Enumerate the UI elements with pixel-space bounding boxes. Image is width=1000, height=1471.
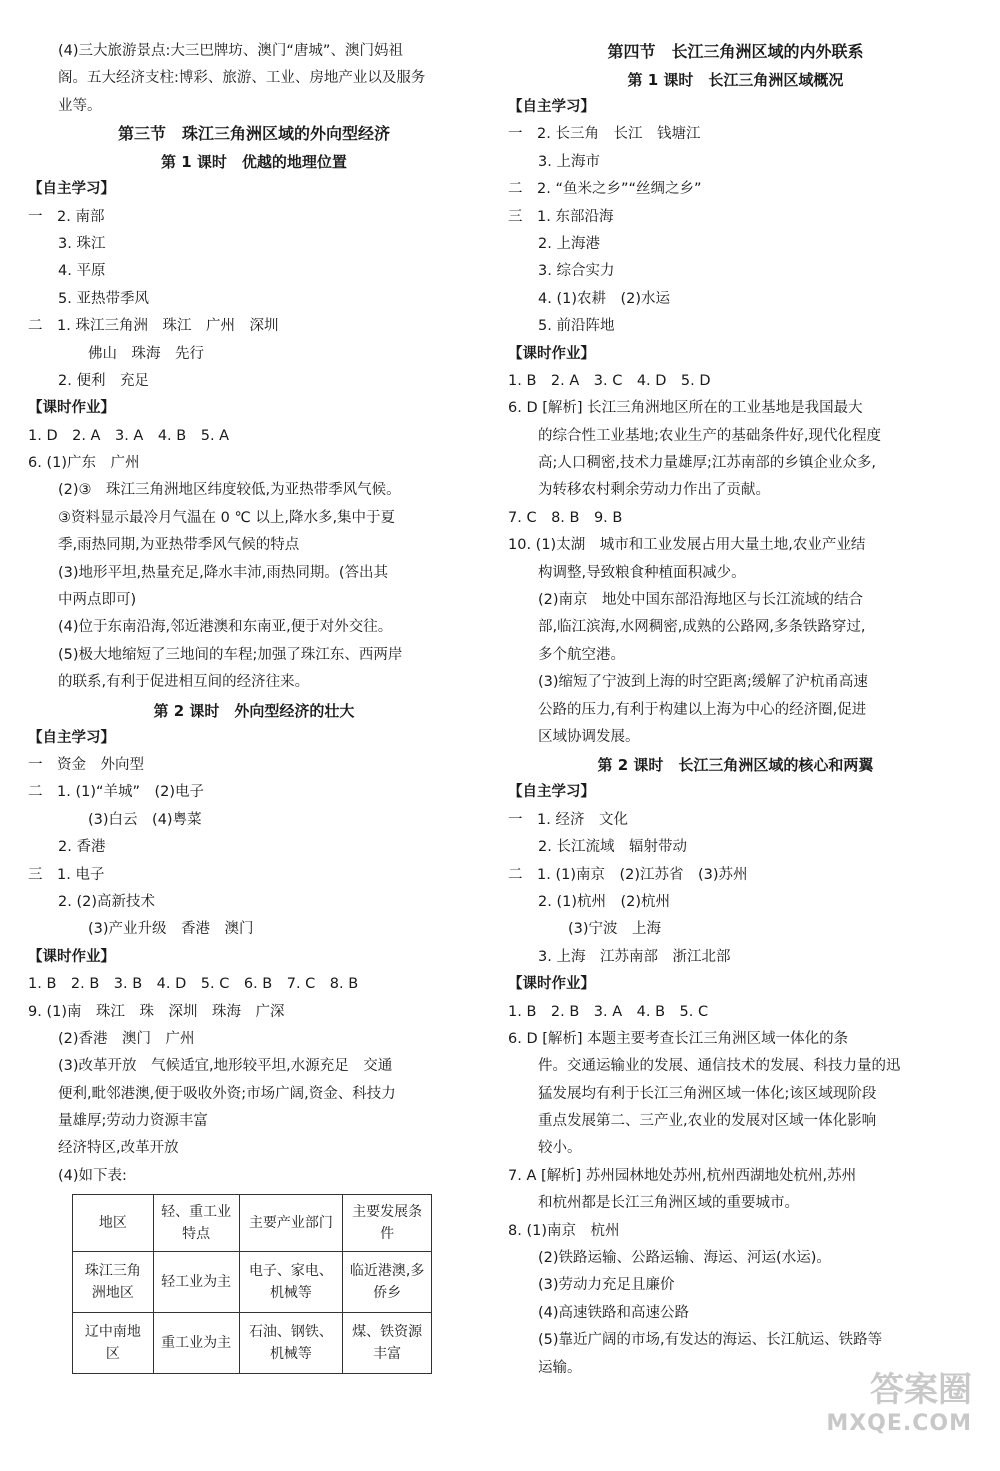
table-cell: 临近港澳,多侨乡 — [343, 1252, 432, 1313]
answer-line: 构调整,导致粮食种植面积减少。 — [538, 564, 746, 581]
answer-line: (4)如下表: — [58, 1167, 127, 1184]
answer-line: 2. 上海港 — [538, 235, 600, 252]
answer-line: (4)高速铁路和高速公路 — [538, 1304, 690, 1321]
block-label: 【课时作业】 — [28, 400, 115, 417]
block-label: 【自主学习】 — [28, 729, 115, 746]
answer-line: (4)位于东南沿海,邻近港澳和东南亚,便于对外交往。 — [58, 619, 393, 636]
answer-line: 3. 珠江 — [58, 235, 106, 252]
watermark-url: MXQE.COM — [826, 1411, 972, 1436]
answer-line: 三 1. 东部沿海 — [508, 208, 614, 225]
answer-line: 4. 平原 — [58, 263, 106, 280]
answer-line: 业等。 — [58, 97, 102, 114]
watermark-text: 答案圈 — [870, 1370, 972, 1410]
answer-line: (3)白云 (4)粤菜 — [88, 811, 202, 828]
answer-line: 3. 综合实力 — [538, 263, 615, 280]
answer-line: 二 1. (1)“羊城” (2)电子 — [28, 784, 205, 801]
answer-line: 的综合性工业基地;农业生产的基础条件好,现代化程度 — [538, 427, 881, 444]
answer-line: (2)香港 澳门 广州 — [58, 1030, 195, 1047]
answer-line: 多个航空港。 — [538, 646, 625, 663]
answer-line: 区域协调发展。 — [538, 728, 640, 745]
answer-line: 2. (2)高新技术 — [58, 893, 155, 910]
answer-line: 量雄厚;劳动力资源丰富 — [58, 1113, 208, 1130]
table-row — [73, 1313, 432, 1374]
answer-line: 2. 长江流域 辐射带动 — [538, 839, 687, 856]
answer-line: 4. (1)农耕 (2)水运 — [538, 290, 671, 307]
answer-line: 6. D [解析] 长江三角洲地区所在的工业基地是我国最大 — [508, 400, 863, 417]
answer-line: 一 2. 南部 — [28, 208, 105, 225]
answer-line: (3)产业升级 香港 澳门 — [88, 921, 254, 938]
block-label: 【自主学习】 — [28, 181, 115, 198]
answer-line: 8. (1)南京 杭州 — [508, 1222, 620, 1239]
right-lines — [508, 38, 963, 1382]
answer-line: 三 1. 电子 — [28, 866, 105, 883]
answer-line: 6. (1)广东 广州 — [28, 455, 140, 472]
answer-line: 7. C 8. B 9. B — [508, 509, 623, 526]
answer-line: 二 2. “鱼米之乡”“丝绸之乡” — [508, 181, 702, 198]
answer-line: 便利,毗邻港澳,便于吸收外资;市场广阔,资金、科技力 — [58, 1085, 396, 1102]
answer-line: 1. B 2. B 3. A 4. B 5. C — [508, 1003, 709, 1020]
lesson-heading: 第 2 课时 外向型经济的壮大 — [153, 701, 355, 720]
answer-line: (3)劳动力充足且廉价 — [538, 1277, 675, 1294]
table-cell: 辽中南地区 — [73, 1313, 154, 1374]
table-cell: 煤、铁资源丰富 — [343, 1313, 432, 1374]
answer-line: (5)靠近广阔的市场,有发达的海运、长江航运、铁路等 — [538, 1332, 883, 1349]
answer-line: 公路的压力,有利于构建以上海为中心的经济圈,促进 — [538, 701, 867, 718]
section-heading: 第四节 长江三角洲区域的内外联系 — [607, 42, 864, 61]
table-cell: 石油、钢铁、机械等 — [239, 1313, 343, 1374]
answer-line: 中两点即可) — [58, 592, 137, 609]
answer-line: (4)三大旅游景点:大三巴牌坊、澳门“唐城”、澳门妈祖 — [58, 43, 403, 59]
answer-line: 2. 香港 — [58, 839, 106, 856]
answer-line: 猛发展均有利于长江三角洲区域一体化;该区域现阶段 — [538, 1085, 877, 1102]
answer-line: 重点发展第二、三产业,农业的发展对区域一体化影响 — [538, 1113, 877, 1130]
answer-line: 3. 上海 江苏南部 浙江北部 — [538, 948, 731, 965]
answer-line: (3)地形平坦,热量充足,降水丰沛,雨热同期。(答出其 — [58, 564, 389, 581]
answer-line: 经济特区,改革开放 — [58, 1140, 179, 1157]
table-cell: 主要发展条件 — [343, 1195, 432, 1252]
block-label: 【课时作业】 — [28, 948, 115, 965]
block-label: 【课时作业】 — [508, 345, 595, 362]
answer-line: 2. (1)杭州 (2)杭州 — [538, 893, 671, 910]
answer-line: 10. (1)太湖 城市和工业发展占用大量土地,农业产业结 — [508, 537, 866, 554]
table-cell: 电子、家电、机械等 — [239, 1252, 343, 1313]
lesson-heading: 第 1 课时 长江三角洲区域概况 — [627, 71, 844, 89]
table-cell: 重工业为主 — [153, 1313, 239, 1374]
answer-line: 一 1. 经济 文化 — [508, 811, 628, 828]
answer-line: (5)极大地缩短了三地间的车程;加强了珠江东、西两岸 — [58, 646, 403, 663]
table-row — [73, 1252, 432, 1313]
table-header-row — [73, 1195, 432, 1252]
section-heading: 第三节 珠江三角洲区域的外向型经济 — [117, 124, 390, 144]
table-cell: 轻工业为主 — [153, 1252, 239, 1313]
answer-line: ③资料显示最冷月气温在 0 ℃ 以上,降水多,集中于夏 — [58, 509, 396, 526]
answer-line: 2. 便利 充足 — [58, 372, 149, 389]
table-cell: 珠江三角洲地区 — [73, 1252, 154, 1313]
lesson-heading: 第 2 课时 长江三角洲区域的核心和两翼 — [597, 756, 874, 775]
answer-line: 5. 前沿阵地 — [538, 318, 615, 335]
block-label: 【自主学习】 — [508, 99, 595, 115]
answer-line: 的联系,有利于促进相互间的经济往来。 — [58, 674, 310, 691]
answer-line: (3)宁波 上海 — [568, 921, 662, 938]
answer-line: 季,雨热同期,为亚热带季风气候的特点 — [58, 537, 300, 554]
answer-line: 6. D [解析] 本题主要考查长江三角洲区域一体化的条 — [508, 1030, 849, 1047]
answer-line: 7. A [解析] 苏州园林地处苏州,杭州西湖地处杭州,苏州 — [508, 1167, 857, 1184]
block-label: 【自主学习】 — [508, 784, 595, 801]
answer-line: 高;人口稠密,技术力量雄厚;江苏南部的乡镇企业众多, — [538, 455, 876, 472]
answer-line: 3. 上海市 — [538, 153, 600, 170]
answer-line: (2)③ 珠江三角洲地区纬度较低,为亚热带季风气候。 — [58, 482, 401, 499]
answer-line: 5. 亚热带季风 — [58, 290, 149, 307]
table-cell: 轻、重工业特点 — [153, 1195, 239, 1252]
answer-line: 二 1. 珠江三角洲 珠江 广州 深圳 — [28, 318, 279, 335]
answer-line: 1. B 2. A 3. C 4. D 5. D — [508, 372, 711, 389]
answer-line: 佛山 珠海 先行 — [88, 345, 204, 362]
comparison-table — [72, 1194, 432, 1374]
block-label: 【课时作业】 — [508, 976, 595, 993]
answer-line: (2)铁路运输、公路运输、海运、河运(水运)。 — [538, 1250, 831, 1267]
left-column — [28, 38, 480, 1380]
answer-line: 9. (1)南 珠江 珠 深圳 珠海 广深 — [28, 1003, 285, 1020]
left-lines — [28, 38, 480, 1190]
answer-line: 1. D 2. A 3. A 4. B 5. A — [28, 427, 230, 444]
answer-line: 阁。五大经济支柱:博彩、旅游、工业、房地产业以及服务 — [58, 70, 426, 87]
answer-line: 较小。 — [538, 1140, 582, 1157]
answer-line: 一 资金 外向型 — [28, 756, 144, 773]
answer-line: 为转移农村剩余劳动力作出了贡献。 — [538, 482, 770, 499]
lesson-heading: 第 1 课时 优越的地理位置 — [161, 153, 347, 172]
answer-line: (3)缩短了宁波到上海的时空距离;缓解了沪杭甬高速 — [538, 674, 868, 691]
answer-line: 件。交通运输业的发展、通信技术的发展、科技力量的迅 — [538, 1058, 901, 1075]
answer-line: 1. B 2. B 3. B 4. D 5. C 6. B 7. C 8. B — [28, 976, 359, 993]
right-column — [508, 38, 963, 1382]
answer-line: 二 1. (1)南京 (2)江苏省 (3)苏州 — [508, 866, 748, 883]
table-cell: 地区 — [73, 1195, 154, 1252]
table-cell: 主要产业部门 — [239, 1195, 343, 1252]
answer-line: (2)南京 地处中国东部沿海地区与长江流域的结合 — [538, 592, 864, 609]
watermark-logo — [822, 1370, 972, 1443]
answer-line: 和杭州都是长江三角洲区域的重要城市。 — [538, 1195, 799, 1212]
answer-line: 一 2. 长三角 长江 钱塘江 — [508, 126, 701, 143]
answer-line: 部,临江滨海,水网稠密,成熟的公路网,多条铁路穿过, — [538, 619, 866, 636]
answer-line: 运输。 — [538, 1359, 582, 1376]
answer-line: (3)改革开放 气候适宜,地形较平坦,水源充足 交通 — [58, 1058, 393, 1075]
